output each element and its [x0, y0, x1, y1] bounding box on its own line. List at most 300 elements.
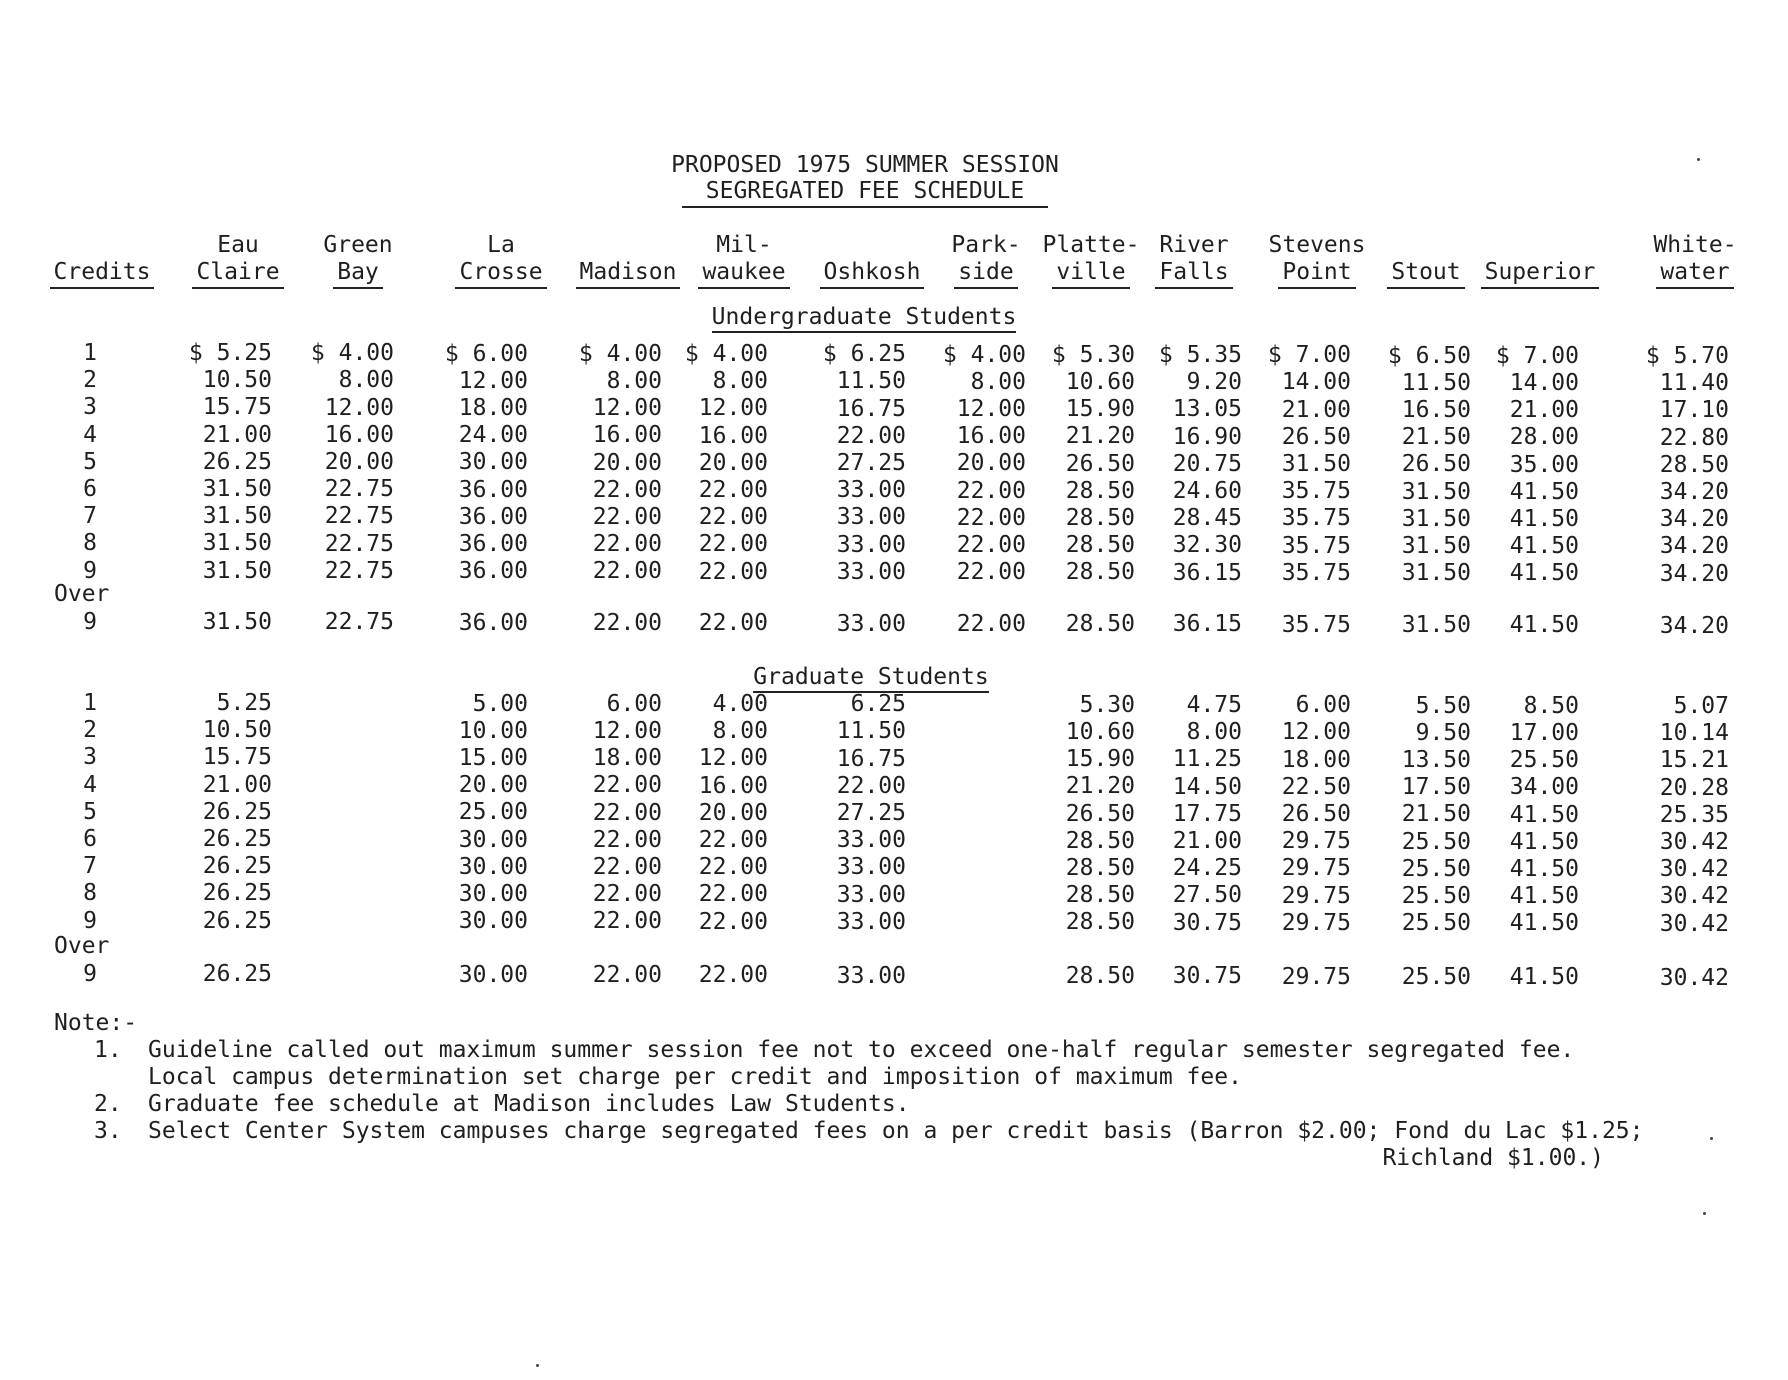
fee-cell: 26.50 — [1401, 451, 1471, 478]
fee-cell: 21.00 — [1509, 397, 1579, 424]
credits-cell: 7 — [83, 853, 97, 880]
credits-cell: 8 — [83, 530, 97, 557]
fee-cell: 36.00 — [458, 609, 528, 636]
fee-cell: 25.50 — [1401, 964, 1471, 990]
column-header-top: Green — [323, 232, 393, 258]
fee-cell: 41.50 — [1509, 801, 1579, 828]
fee-cell: 22.75 — [324, 557, 394, 584]
column-header-top: Platte- — [1042, 232, 1140, 258]
fee-cell: 35.75 — [1281, 532, 1351, 559]
fee-cell: 21.00 — [202, 421, 272, 448]
fee-cell: 18.00 — [1281, 746, 1351, 773]
fee-cell: 17.00 — [1509, 719, 1579, 746]
fee-cell: 28.50 — [1065, 827, 1135, 854]
fee-cell: $ 4.00 — [942, 341, 1026, 368]
fee-cell: 22.00 — [836, 772, 906, 799]
column-header-bottom: Falls — [1155, 259, 1232, 289]
fee-cell: 11.50 — [836, 718, 906, 745]
fee-cell: 33.00 — [836, 881, 906, 908]
fee-cell: 26.25 — [202, 448, 272, 475]
fee-cell: 31.50 — [202, 530, 272, 557]
fee-cell: 25.35 — [1659, 801, 1729, 828]
fee-cell: $ 7.00 — [1495, 342, 1579, 369]
credits-cell: 1 — [83, 340, 97, 366]
fee-cell: 30.42 — [1659, 829, 1729, 855]
fee-cell: 16.00 — [592, 422, 662, 449]
fee-cell: 16.00 — [324, 421, 394, 448]
credits-cell: 2 — [83, 367, 97, 394]
fee-cell: 8.00 — [1186, 719, 1242, 746]
fee-cell: 5.00 — [472, 690, 528, 717]
fee-cell: 22.00 — [698, 504, 768, 531]
fee-cell: 36.15 — [1172, 559, 1242, 586]
fee-cell: 25.50 — [1401, 882, 1471, 909]
fee-cell: 15.90 — [1065, 396, 1135, 423]
column-header — [173, 232, 303, 289]
fee-cell: $ 5.25 — [188, 340, 272, 366]
fee-cell: 12.00 — [592, 395, 662, 422]
fee-cell: 41.50 — [1509, 964, 1579, 991]
fee-cell: 6.00 — [606, 690, 662, 717]
fee-cell: 22.75 — [324, 503, 394, 530]
column-header — [293, 232, 423, 289]
credits-cell: 9 — [83, 557, 97, 584]
fee-cell: 22.00 — [698, 477, 768, 503]
fee-cell: 15.75 — [202, 744, 272, 771]
fee-cell: 30.42 — [1659, 964, 1729, 991]
fee-cell: 27.25 — [836, 800, 906, 827]
fee-cell: 8.00 — [338, 367, 394, 394]
fee-cell: 22.00 — [956, 477, 1026, 504]
fee-cell: 24.25 — [1172, 855, 1242, 882]
notes-heading: Note:- — [54, 1010, 138, 1036]
fee-cell: 22.00 — [592, 881, 662, 908]
column-header-bottom: waukee — [698, 259, 789, 289]
fee-cell: 41.50 — [1509, 910, 1579, 937]
fee-cell: 17.50 — [1401, 774, 1471, 801]
column-header-bottom: Madison — [576, 259, 681, 289]
fee-cell: 17.75 — [1172, 800, 1242, 827]
fee-cell: 35.00 — [1509, 451, 1579, 478]
fee-cell: 22.00 — [698, 854, 768, 881]
column-header-bottom: Bay — [333, 259, 383, 289]
fee-cell: 22.00 — [592, 826, 662, 853]
credits-cell: 8 — [83, 880, 97, 907]
column-header-bottom: ville — [1052, 259, 1129, 289]
column-header-top — [37, 232, 167, 259]
fee-cell: 21.00 — [1281, 396, 1351, 423]
fee-cell: 8.00 — [712, 368, 768, 395]
note-text: Graduate fee schedule at Madison includes Law Students. — [148, 1091, 910, 1117]
section-label-undergraduate — [704, 304, 1024, 330]
fee-cell: 41.50 — [1509, 855, 1579, 882]
fee-cell: 26.25 — [202, 798, 272, 825]
fee-cell: 27.50 — [1172, 882, 1242, 909]
fee-cell: 22.00 — [592, 908, 662, 935]
fee-cell: 12.00 — [458, 367, 528, 394]
fee-cell: 12.00 — [698, 395, 768, 422]
fee-cell: 8.50 — [1523, 692, 1579, 719]
column-header — [37, 232, 167, 289]
fee-cell: 22.00 — [956, 531, 1026, 558]
fee-cell: 22.00 — [592, 531, 662, 558]
credits-cell: 5 — [83, 798, 97, 825]
fee-cell: 10.14 — [1659, 720, 1729, 747]
fee-cell: 21.20 — [1065, 423, 1135, 450]
column-header — [1475, 232, 1605, 289]
credits-cell: 3 — [83, 744, 97, 771]
fee-cell: 22.00 — [698, 962, 768, 989]
fee-cell: 35.75 — [1281, 478, 1351, 505]
scan-speck — [536, 1364, 539, 1367]
fee-cell: 16.75 — [836, 395, 906, 422]
column-header-bottom: side — [954, 259, 1017, 289]
fee-cell: 35.75 — [1281, 505, 1351, 532]
note-text: Guideline called out maximum summer session fee not to exceed one-half regular semester segregated fee. — [148, 1037, 1575, 1063]
credits-cell: 4 — [83, 771, 97, 798]
note-text: Select Center System campuses charge segregated fees on a per credit basis (Barron $2.00; Fond du Lac $1.25; — [148, 1118, 1644, 1144]
fee-cell: 36.00 — [458, 503, 528, 530]
fee-cell: 29.75 — [1281, 909, 1351, 936]
fee-cell: 33.00 — [836, 962, 906, 989]
fee-cell: 30.00 — [458, 880, 528, 907]
fee-cell: 22.00 — [592, 503, 662, 530]
fee-cell: 28.00 — [1509, 424, 1579, 451]
fee-cell: 11.25 — [1172, 746, 1242, 773]
fee-cell: 31.50 — [202, 476, 272, 502]
fee-cell: 21.00 — [202, 771, 272, 798]
fee-cell: 12.00 — [698, 745, 768, 772]
fee-cell: 26.25 — [202, 880, 272, 907]
fee-cell: 5.25 — [216, 690, 272, 716]
fee-cell: 28.50 — [1065, 477, 1135, 504]
fee-cell: 28.50 — [1065, 963, 1135, 990]
column-header-bottom: Claire — [192, 259, 283, 289]
fee-cell: 41.50 — [1509, 883, 1579, 910]
section-label-text: Graduate Students — [753, 664, 988, 693]
note-text: Local campus determination set charge per credit and imposition of maximum fee. — [148, 1064, 1242, 1090]
section-label-graduate — [711, 664, 1031, 690]
fee-cell: 24.00 — [458, 422, 528, 449]
fee-cell: 33.00 — [836, 854, 906, 881]
column-header — [1129, 232, 1259, 289]
fee-cell: 5.50 — [1415, 692, 1471, 719]
fee-cell: 10.50 — [202, 717, 272, 744]
fee-cell: 11.50 — [1401, 369, 1471, 396]
fee-cell: 15.90 — [1065, 746, 1135, 773]
fee-cell: 15.75 — [202, 394, 272, 421]
column-header-bottom: Crosse — [455, 259, 546, 289]
column-header-bottom: Stout — [1387, 259, 1464, 289]
note-line — [54, 1064, 1604, 1091]
fee-cell: 16.00 — [698, 772, 768, 799]
fee-cell: 26.50 — [1281, 423, 1351, 450]
column-header-top: La — [487, 232, 515, 258]
fee-cell: 28.50 — [1065, 854, 1135, 881]
credits-cell: 5 — [83, 448, 97, 475]
fee-cell: 15.21 — [1659, 747, 1729, 774]
credits-cell: 7 — [83, 503, 97, 530]
fee-cell: 30.00 — [458, 908, 528, 935]
fee-cell: 34.20 — [1659, 612, 1729, 639]
fee-cell: 34.20 — [1659, 533, 1729, 560]
column-header-top: Stevens — [1268, 232, 1366, 258]
credits-cell: 6 — [83, 826, 97, 852]
fee-cell: 12.00 — [592, 717, 662, 744]
fee-cell: 41.50 — [1509, 533, 1579, 560]
credits-cell: 3 — [83, 394, 97, 421]
fee-cell: 36.00 — [458, 530, 528, 557]
fee-cell: 28.50 — [1659, 451, 1729, 478]
fee-cell: 25.50 — [1401, 855, 1471, 882]
fee-cell: 29.75 — [1281, 963, 1351, 990]
fee-cell: 12.00 — [1281, 719, 1351, 746]
credits-cell: 9 — [83, 609, 97, 635]
fee-cell: 41.50 — [1509, 505, 1579, 532]
fee-cell: 30.42 — [1659, 910, 1729, 937]
fee-cell: 28.50 — [1065, 611, 1135, 638]
fee-cell: 14.50 — [1172, 773, 1242, 800]
fee-cell: 28.50 — [1065, 909, 1135, 936]
fee-cell: 26.50 — [1065, 800, 1135, 827]
fee-cell: 14.00 — [1281, 369, 1351, 396]
fee-cell: 27.25 — [836, 450, 906, 477]
credits-cell: 1 — [83, 690, 97, 716]
fee-cell: 31.50 — [1401, 478, 1471, 505]
fee-cell: 20.75 — [1172, 450, 1242, 477]
column-header-bottom: Point — [1278, 259, 1355, 289]
fee-cell: 29.75 — [1281, 855, 1351, 882]
fee-cell: 26.50 — [1281, 801, 1351, 828]
note-text: Richland $1.00.) — [1382, 1145, 1604, 1171]
fee-cell: 29.75 — [1281, 882, 1351, 909]
fee-cell: 13.50 — [1401, 746, 1471, 773]
fee-cell: 28.45 — [1172, 505, 1242, 532]
fee-cell: $ 6.25 — [822, 341, 906, 368]
column-header-top — [563, 232, 693, 259]
fee-cell: 30.75 — [1172, 909, 1242, 936]
note-number: 2. — [94, 1091, 122, 1117]
note-number: 1. — [94, 1037, 122, 1063]
fee-cell: $ 4.00 — [684, 341, 768, 367]
fee-cell: 36.00 — [458, 476, 528, 503]
section-label-text: Undergraduate Students — [712, 304, 1017, 333]
fee-cell: 21.50 — [1401, 424, 1471, 451]
fee-cell: 22.00 — [698, 558, 768, 585]
column-header-top: Park- — [951, 232, 1021, 258]
fee-cell: 41.50 — [1509, 478, 1579, 505]
fee-cell: 9.50 — [1415, 719, 1471, 746]
fee-cell: 26.25 — [202, 961, 272, 987]
fee-cell: 22.00 — [956, 610, 1026, 637]
fee-cell: 22.00 — [592, 558, 662, 585]
column-header-bottom: Superior — [1481, 259, 1600, 289]
column-header — [1630, 232, 1760, 289]
fee-cell: 28.50 — [1065, 504, 1135, 531]
fee-cell: 22.75 — [324, 476, 394, 503]
fee-cell: 31.50 — [1401, 532, 1471, 559]
fee-cell: 31.50 — [202, 557, 272, 584]
fee-cell: 22.50 — [1281, 773, 1351, 800]
over-label: Over — [54, 933, 110, 959]
fee-cell: 33.00 — [836, 531, 906, 558]
fee-cell: 4.00 — [712, 691, 768, 717]
fee-cell: 26.25 — [202, 907, 272, 934]
fee-cell: 20.00 — [324, 449, 394, 476]
column-header-bottom: Credits — [50, 259, 155, 289]
column-header-bottom: water — [1656, 259, 1733, 289]
note-line — [54, 1037, 1604, 1064]
column-header-top: Eau — [217, 232, 259, 258]
credits-cell: 9 — [83, 907, 97, 934]
fee-cell: 12.00 — [324, 394, 394, 421]
fee-cell: $ 4.00 — [578, 340, 662, 367]
fee-cell: 31.50 — [1401, 505, 1471, 532]
note-line — [54, 1091, 1604, 1118]
fee-cell: 30.42 — [1659, 856, 1729, 883]
fee-cell: 22.00 — [956, 559, 1026, 586]
fee-cell: 16.50 — [1401, 396, 1471, 423]
fee-cell: 26.25 — [202, 826, 272, 852]
fee-cell: 9.20 — [1186, 369, 1242, 396]
fee-cell: 12.00 — [956, 395, 1026, 422]
fee-cell: 35.75 — [1281, 559, 1351, 586]
credits-cell: 6 — [83, 476, 97, 502]
fee-cell: 30.00 — [458, 826, 528, 853]
fee-cell: 41.50 — [1509, 828, 1579, 855]
fee-cell: 8.00 — [606, 367, 662, 394]
fee-cell: 34.00 — [1509, 774, 1579, 801]
fee-cell: $ 6.00 — [444, 340, 528, 367]
fee-cell: $ 4.00 — [310, 340, 394, 367]
fee-cell: 11.50 — [836, 368, 906, 395]
fee-cell: 22.00 — [698, 531, 768, 558]
fee-cell: 10.50 — [202, 367, 272, 394]
fee-cell: 18.00 — [592, 745, 662, 772]
fee-cell: 22.80 — [1659, 424, 1729, 451]
fee-cell: 33.00 — [836, 504, 906, 531]
fee-cell: 33.00 — [836, 908, 906, 935]
fee-cell: $ 5.30 — [1051, 341, 1135, 368]
fee-cell: $ 6.50 — [1387, 342, 1471, 369]
fee-cell: 30.00 — [458, 449, 528, 476]
note-line — [54, 1145, 1604, 1172]
fee-cell: 30.00 — [458, 961, 528, 988]
fee-cell: 28.50 — [1065, 559, 1135, 586]
fee-cell: 31.50 — [1401, 612, 1471, 638]
scan-speck — [1710, 1137, 1713, 1140]
fee-cell: 16.90 — [1172, 423, 1242, 450]
fee-cell: 20.00 — [698, 449, 768, 476]
fee-cell: 31.50 — [1401, 560, 1471, 587]
fee-cell: 36.00 — [458, 558, 528, 585]
column-header — [1361, 232, 1491, 289]
fee-cell: 16.00 — [698, 422, 768, 449]
fee-cell: 24.60 — [1172, 478, 1242, 504]
fee-cell: 33.00 — [836, 558, 906, 585]
column-header-top: White- — [1653, 232, 1737, 258]
column-header-top: River — [1159, 232, 1229, 258]
fee-cell: 20.00 — [458, 772, 528, 799]
column-header-top — [807, 232, 937, 259]
fee-cell: 5.30 — [1079, 691, 1135, 718]
fee-cell: 28.50 — [1065, 532, 1135, 559]
fee-cell: 34.20 — [1659, 479, 1729, 505]
fee-cell: 6.00 — [1295, 692, 1351, 719]
scan-speck — [1697, 158, 1700, 161]
fee-cell: 22.00 — [698, 881, 768, 908]
fee-cell: 21.50 — [1401, 801, 1471, 828]
fee-cell: 30.42 — [1659, 883, 1729, 910]
fee-cell: 25.50 — [1509, 747, 1579, 774]
fee-cell: 30.75 — [1172, 963, 1242, 990]
fee-cell: 20.28 — [1659, 774, 1729, 801]
column-header — [807, 232, 937, 289]
fee-cell: 22.00 — [698, 610, 768, 637]
fee-cell: 5.07 — [1673, 693, 1729, 719]
fee-cell: 10.60 — [1065, 368, 1135, 395]
fee-cell: 22.00 — [698, 908, 768, 935]
column-header-top — [1475, 232, 1605, 259]
fee-cell: 41.50 — [1509, 612, 1579, 639]
fee-cell: 26.25 — [202, 853, 272, 880]
column-header-top — [1361, 232, 1491, 259]
fee-cell: 22.00 — [836, 422, 906, 449]
fee-cell: 21.20 — [1065, 773, 1135, 800]
fee-cell: 8.00 — [712, 718, 768, 745]
fee-cell: 16.00 — [956, 423, 1026, 450]
title-line-1: PROPOSED 1975 SUMMER SESSION — [671, 152, 1059, 178]
fee-cell: 32.30 — [1172, 532, 1242, 559]
credits-cell: 4 — [83, 421, 97, 448]
fee-cell: 31.50 — [202, 609, 272, 635]
fee-cell: 8.00 — [970, 368, 1026, 395]
fee-cell: 17.10 — [1659, 397, 1729, 424]
column-header — [563, 232, 693, 289]
fee-cell: 33.00 — [836, 827, 906, 854]
fee-cell: 31.50 — [1281, 451, 1351, 478]
column-header-top: Mil- — [716, 232, 772, 258]
fee-cell: $ 5.35 — [1158, 342, 1242, 368]
fee-cell: 30.00 — [458, 853, 528, 880]
fee-cell: 4.75 — [1186, 692, 1242, 718]
fee-cell: 22.00 — [956, 504, 1026, 531]
fee-cell: 35.75 — [1281, 611, 1351, 638]
title-line-2: SEGREGATED FEE SCHEDULE — [682, 178, 1049, 208]
fee-cell: 28.50 — [1065, 882, 1135, 909]
fee-cell: 33.00 — [836, 610, 906, 637]
credits-cell: 2 — [83, 717, 97, 744]
fee-cell: 26.50 — [1065, 450, 1135, 477]
over-label: Over — [54, 581, 110, 607]
column-header — [436, 232, 566, 289]
fee-cell: 25.50 — [1401, 910, 1471, 937]
note-number: 3. — [94, 1118, 122, 1144]
fee-cell: 22.00 — [592, 961, 662, 988]
column-header — [679, 232, 809, 289]
fee-cell: 41.50 — [1509, 560, 1579, 587]
fee-cell: 20.00 — [698, 799, 768, 826]
fee-cell: 16.75 — [836, 745, 906, 772]
scan-speck — [1703, 1212, 1706, 1215]
note-line — [54, 1118, 1644, 1145]
fee-cell: 33.00 — [836, 477, 906, 504]
notes-section — [54, 1010, 1644, 1172]
fee-cell: 20.00 — [956, 450, 1026, 477]
fee-cell: 18.00 — [458, 394, 528, 421]
fee-cell: 13.05 — [1172, 396, 1242, 423]
column-header-bottom: Oshkosh — [820, 259, 925, 289]
